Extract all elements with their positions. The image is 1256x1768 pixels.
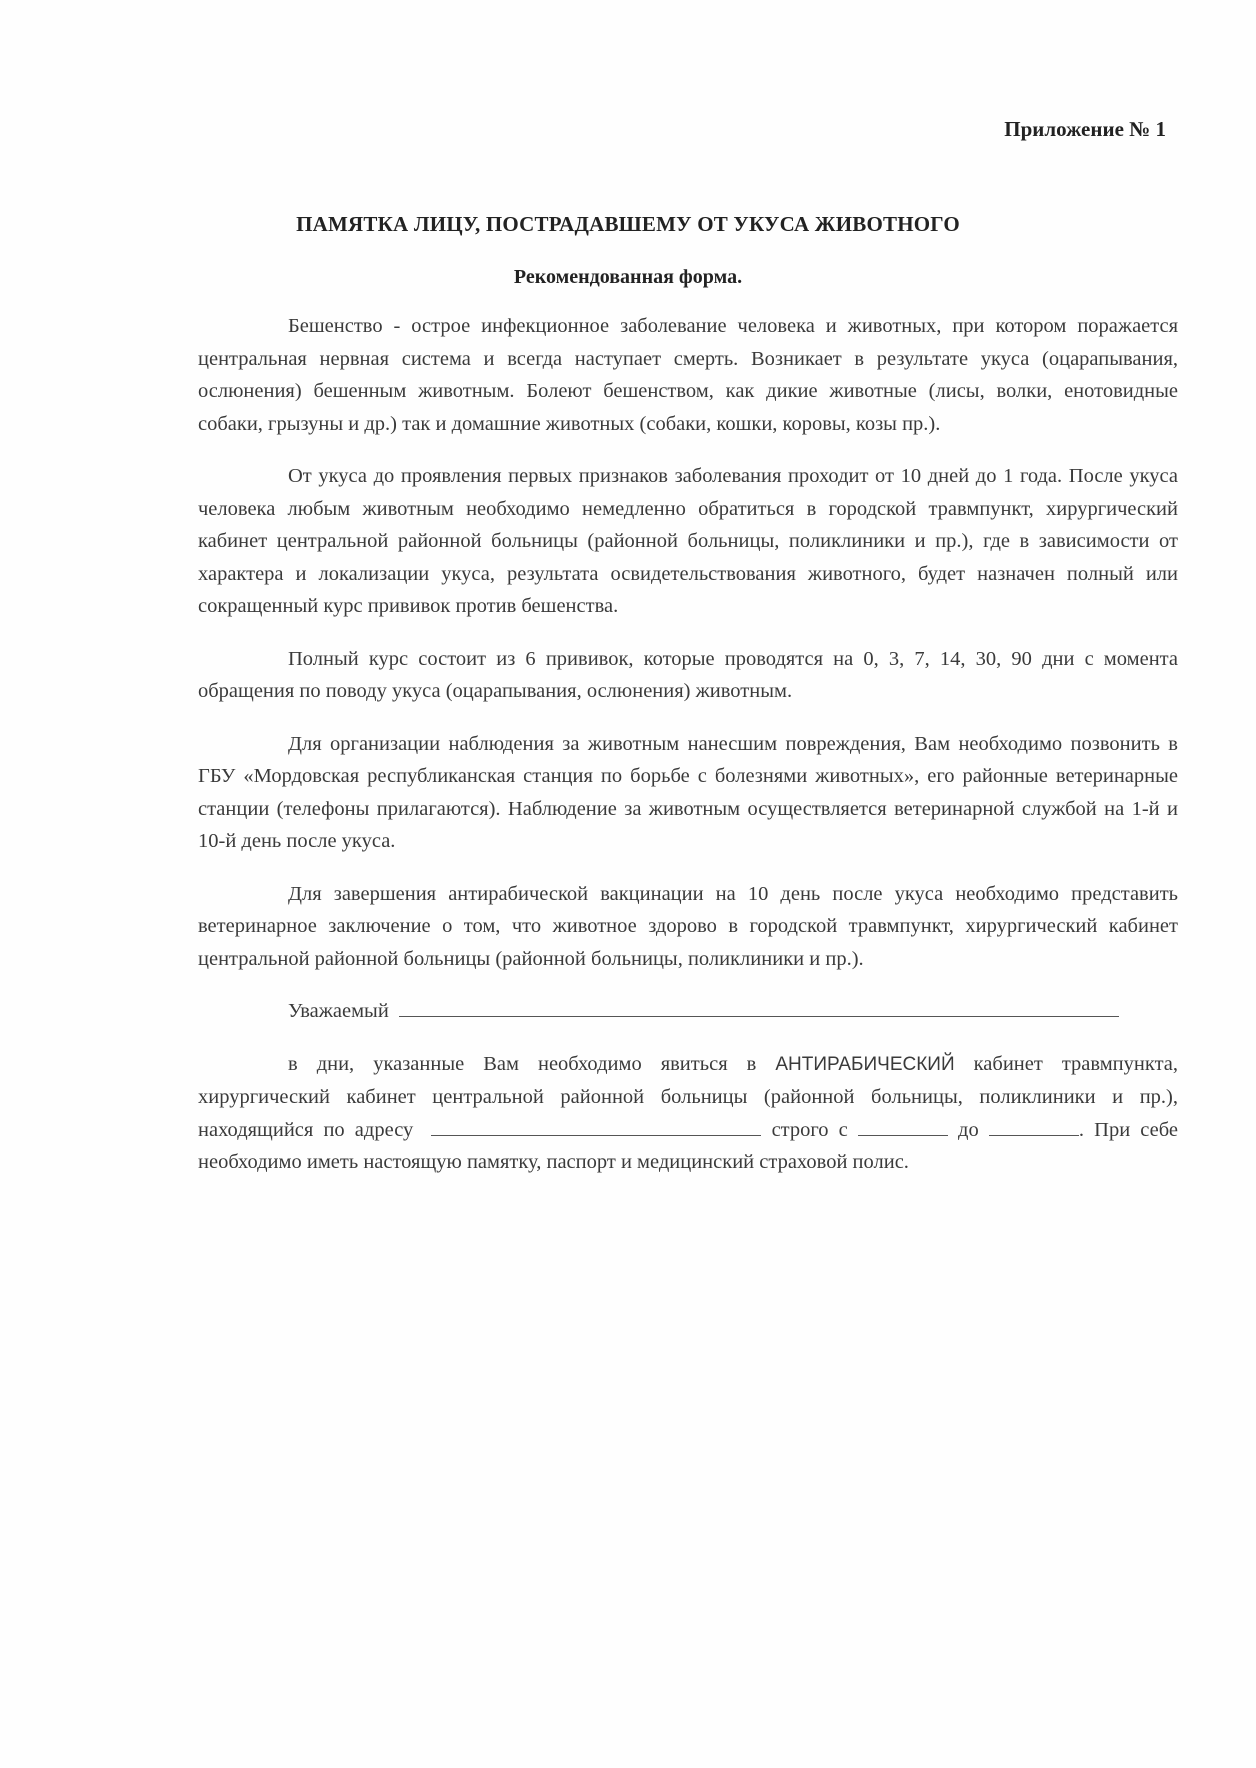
date-from-blank-field [858,1117,948,1136]
antirabies-caps: АНТИРАБИЧЕСКИЙ [775,1053,955,1075]
appointment-text-2: кабинет травмпункта, хирургический кабинет центральной районной больницы (районной больницы, поликлиники и пр.), находящийся по адресу [198,1052,1178,1141]
paragraph-completion: Для завершения антирабической вакцинации на 10 день после укуса необходимо представить ветеринарное заключение о том, что животное здорово в городской травмпункт, хирургический кабинет центральной районной больницы (районной больницы, поликлиники и пр.). [198,882,1178,970]
paragraph-appointment [198,1048,1178,1179]
date-to-blank-field [989,1117,1079,1136]
paragraph-incubation: От укуса до проявления первых признаков заболевания проходит от 10 дней до 1 года. После укуса человека любым животным необходимо немедленно обратиться в городской травмпункт, хирургический кабинет центральной районной больницы (районной больницы, поликлиники и пр.), где в зависимости от характера и локализации укуса, результата освидетельствования животного, будет назначен полный или сокращенный курс прививок против бешенства. [198,465,1178,617]
document-body [198,310,1178,1199]
document-title: ПАМЯТКА ЛИЦУ, ПОСТРАДАВШЕМУ ОТ УКУСА ЖИВОТНОГО [296,212,960,236]
appointment-text-3: строго с [771,1118,848,1141]
appendix-label: Приложение № 1 [1004,117,1166,141]
paragraph-vaccination-course: Полный курс состоит из 6 прививок, которые проводятся на 0, 3, 7, 14, 30, 90 дни с момента обращения по поводу укуса (оцарапывания, ослюнения) животным. [198,647,1178,702]
greeting-line [198,995,1178,1028]
paragraph-rabies-definition: Бешенство - острое инфекционное заболевание человека и животных, при котором поражается центральная нервная система и всегда наступает смерть. Возникает в результате укуса (оцарапывания, ослюнения) бешенным животным. Болеют бешенством, как дикие животные (лисы, волки, енотовидные собаки, грызуны и др.) так и домашние животных (собаки, кошки, коровы, козы пр.). [198,315,1178,435]
paragraph-animal-observation: Для организации наблюдения за животным нанесшим повреждения, Вам необходимо позвонить в ГБУ «Мордовская республиканская станция по борьбе с болезнями животных», его районные ветеринарные станции (телефоны прилагаются). Наблюдение за животным осуществляется ветеринарной службой на 1-й и 10-й день после укуса. [198,732,1178,852]
appointment-text-1: в дни, указанные Вам необходимо явиться в [288,1052,776,1075]
name-blank-field [399,998,1119,1017]
greeting-label: Уважаемый [288,1000,389,1022]
appointment-text-4: до [958,1118,979,1141]
address-blank-field [431,1117,761,1136]
appointment-text-5: . При себе необходимо иметь настоящую памятку, паспорт и медицинский страховой полис. [198,1118,1179,1173]
document-subtitle: Рекомендованная форма. [513,266,743,288]
